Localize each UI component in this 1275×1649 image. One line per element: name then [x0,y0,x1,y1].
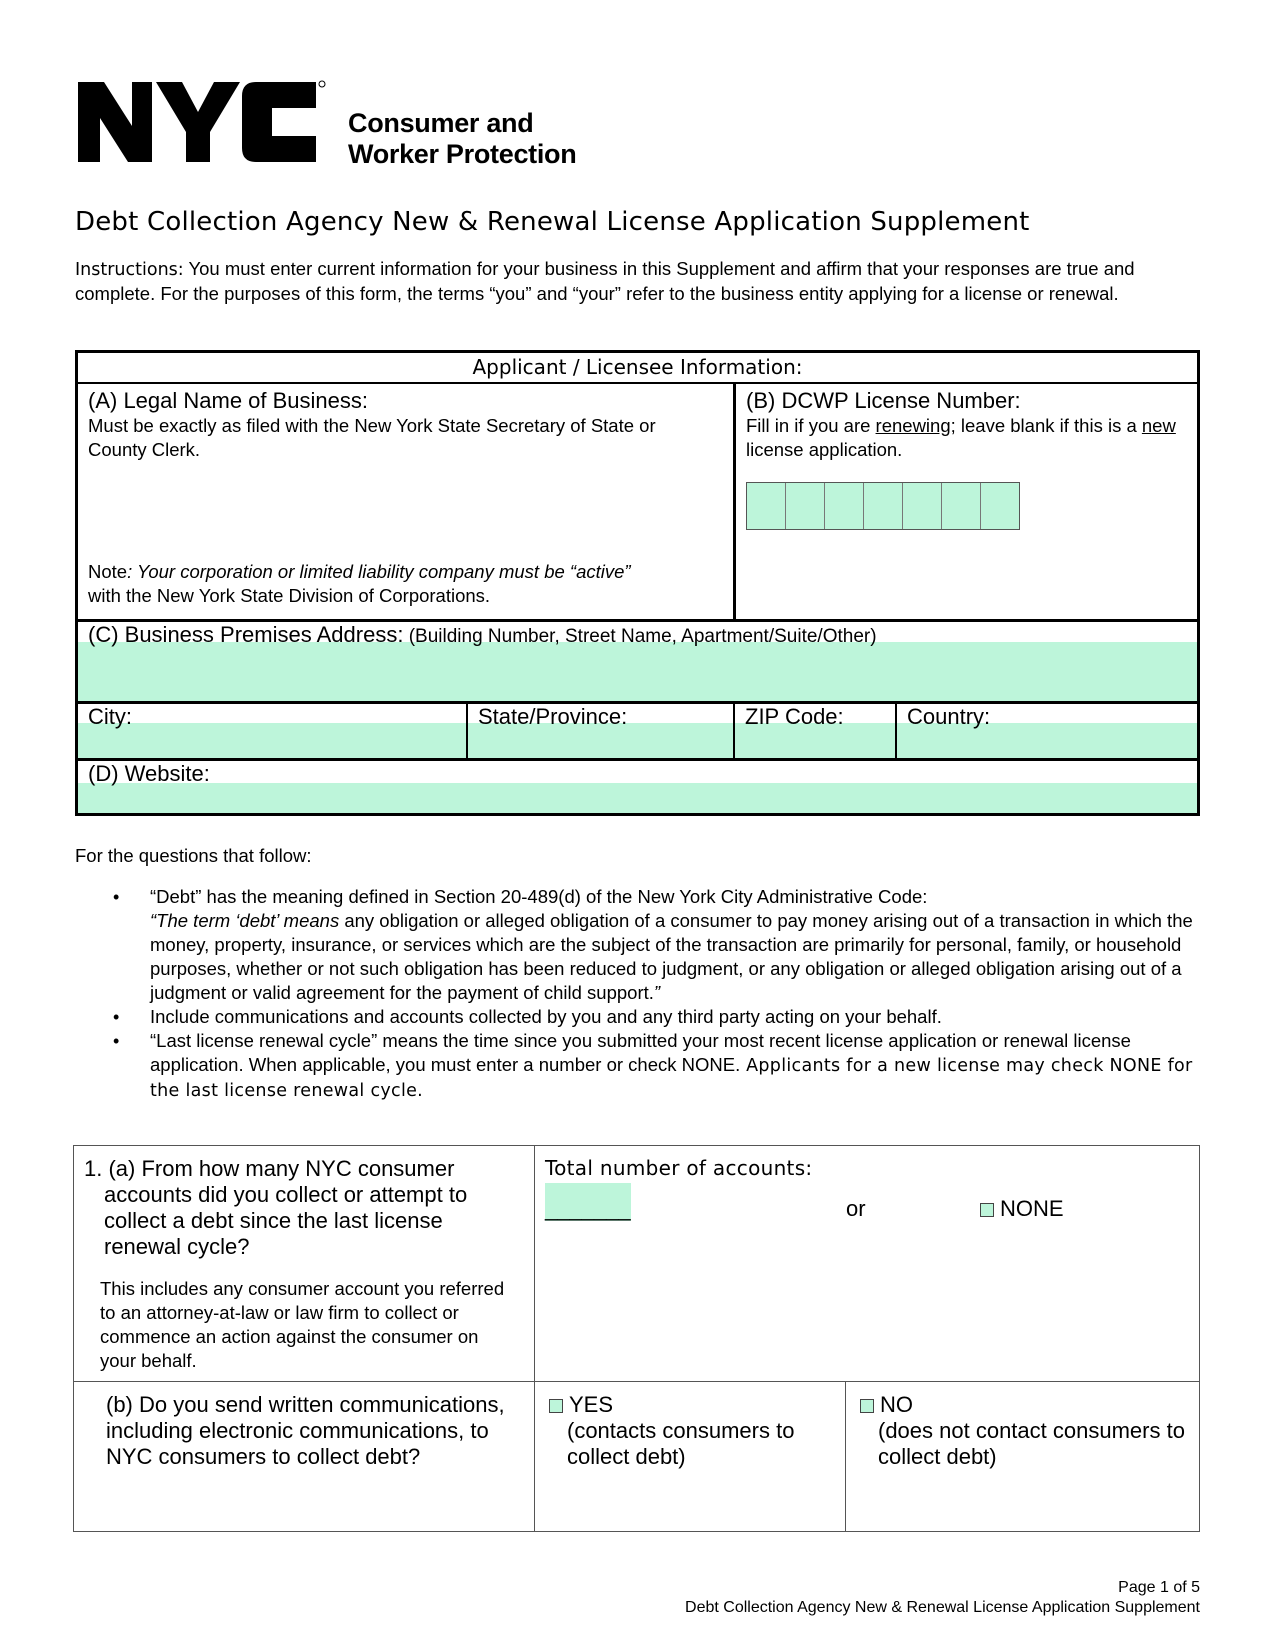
license-digit-box[interactable] [942,483,981,529]
q1b-no-cell [846,1382,1200,1532]
license-digit-box[interactable] [864,483,903,529]
yes-label: YES [569,1392,614,1417]
debt-definition-close: ” [653,982,661,1003]
no-checkbox[interactable] [860,1399,874,1413]
note-italic: : Your corporation or limited liability company must be “active” [127,561,631,582]
agency-name-line1: Consumer and [348,108,534,138]
agency-name [348,108,576,170]
address-input[interactable] [78,642,1197,701]
address-label [88,622,877,650]
question-table [73,1145,1200,1532]
license-number-help [746,414,1186,462]
cycle-new-applicant-note: Applicants for a new license may check NONE for the last license renewal cycle. [150,1056,1193,1101]
website-row [78,758,1197,816]
nyc-logo [78,78,328,166]
license-help-part1: Fill in if you are [746,415,876,436]
debt-definition-italic: “The term ‘debt’ means [150,910,340,931]
license-digit-box[interactable] [825,483,864,529]
zip-cell [735,704,897,761]
license-digit-box[interactable] [747,483,786,529]
city-row [78,701,1197,761]
license-number-cell [736,384,1197,619]
instructions-text: You must enter current information for your business in this Supplement and affirm that your responses are true and complete. For the purposes of this form, the terms “you” and “your” refer to the business entity applying for a license or renewal. [75,258,1135,304]
city-cell [78,704,468,761]
license-digit-box[interactable] [903,483,942,529]
license-number-input[interactable] [746,482,1020,530]
q1a-answer-cell [535,1146,1200,1381]
q1a-question: 1. (a) From how many NYC consumer accounts did you collect or attempt to collect a debt since the last license renewal cycle? [84,1156,468,1259]
yes-detail: (contacts consumers to collect debt) [567,1418,795,1469]
q1b-question: (b) Do you send written communications, including electronic communications, to NYC consumers to collect debt? [106,1392,505,1469]
no-option[interactable] [860,1392,1190,1470]
license-help-part3: license application. [746,439,903,460]
website-label: (D) Website: [88,761,210,786]
legal-name-note [88,560,728,608]
definition-include: • Include communications and accounts collected by you and any third party acting on your behalf. [75,1005,1195,1029]
license-help-new: new [1141,415,1176,436]
yes-checkbox[interactable] [549,1399,563,1413]
none-option[interactable] [980,1196,1064,1222]
instructions-lead: Instructions: [75,260,184,280]
none-label: NONE [1000,1196,1064,1221]
applicant-table-header: Applicant / Licensee Information: [78,353,1197,384]
debt-definition-intro: “Debt” has the meaning defined in Section 20-489(d) of the New York City Administrative Code: [150,886,928,907]
address-hint: (Building Number, Street Name, Apartment/Suite/Other) [403,626,877,647]
applicant-info-table [75,350,1200,816]
zip-label: ZIP Code: [745,704,844,729]
no-label: NO [880,1392,913,1417]
instructions [75,257,1205,306]
questions-intro: For the questions that follow: [75,845,312,866]
country-cell [897,704,1197,761]
agency-name-line2: Worker Protection [348,139,577,169]
yes-option[interactable] [549,1392,829,1470]
page-number: Page 1 of 5 [1118,1579,1200,1596]
q1a-question-cell [74,1146,535,1381]
form-title: Debt Collection Agency New & Renewal License Application Supplement [75,207,1030,237]
note-lead: Note [88,561,128,582]
state-label: State/Province: [478,704,628,729]
debt-definition-body: any obligation or alleged obligation of a consumer to pay money arising out of a transaction in which the money, property, insurance, or services which are the subject of the transaction are primarily for personal, family, or household purposes, whether or not such obligation has been reduced to judgment, or any obligation or alleged obligation arising out of a judgment or valid agreement for the payment of child support. [150,910,1193,1003]
or-text: or [846,1196,866,1221]
total-accounts-label: Total number of accounts: [545,1156,813,1180]
q1b-row [74,1381,1199,1532]
legal-name-help: Must be exactly as filed with the New York State Secretary of State or County Clerk. [88,415,656,460]
license-number-label: (B) DCWP License Number: [746,388,1021,413]
definition-debt [75,885,1195,1005]
cycle-definition: “Last license renewal cycle” means the time since you submitted your most recent license application or renewal license application. When applicable, you must enter a number or check NONE. [150,1030,1131,1075]
country-label: Country: [907,704,991,729]
license-help-part2: ; leave blank if this is a [950,415,1142,436]
page-footer [685,1578,1200,1618]
none-checkbox[interactable] [980,1203,994,1217]
definition-cycle [75,1029,1195,1103]
license-digit-box[interactable] [981,483,1019,529]
footer-doc-title: Debt Collection Agency New & Renewal License Application Supplement [685,1599,1200,1616]
legal-name-cell[interactable] [78,384,736,619]
website-input[interactable] [78,783,1197,813]
address-row [78,619,1197,704]
address-title: (C) Business Premises Address: [88,622,404,647]
no-detail: (does not contact consumers to collect debt) [878,1418,1185,1469]
license-help-renewing: renewing [875,415,951,436]
q1b-yes-cell [535,1382,846,1532]
q1a-note: This includes any consumer account you referred to an attorney-at-law or law firm to collect or commence an action against the consumer on your behalf. [100,1278,505,1371]
total-accounts-blank: _______ [545,1196,631,1221]
city-input[interactable] [78,723,466,758]
license-digit-box[interactable] [786,483,825,529]
q1b-question-cell [74,1382,535,1532]
definitions-list [75,885,1195,1103]
legal-name-label: (A) Legal Name of Business: [88,388,369,413]
state-cell [468,704,735,761]
note-rest: with the New York State Division of Corporations. [88,585,491,606]
city-label: City: [88,704,132,729]
